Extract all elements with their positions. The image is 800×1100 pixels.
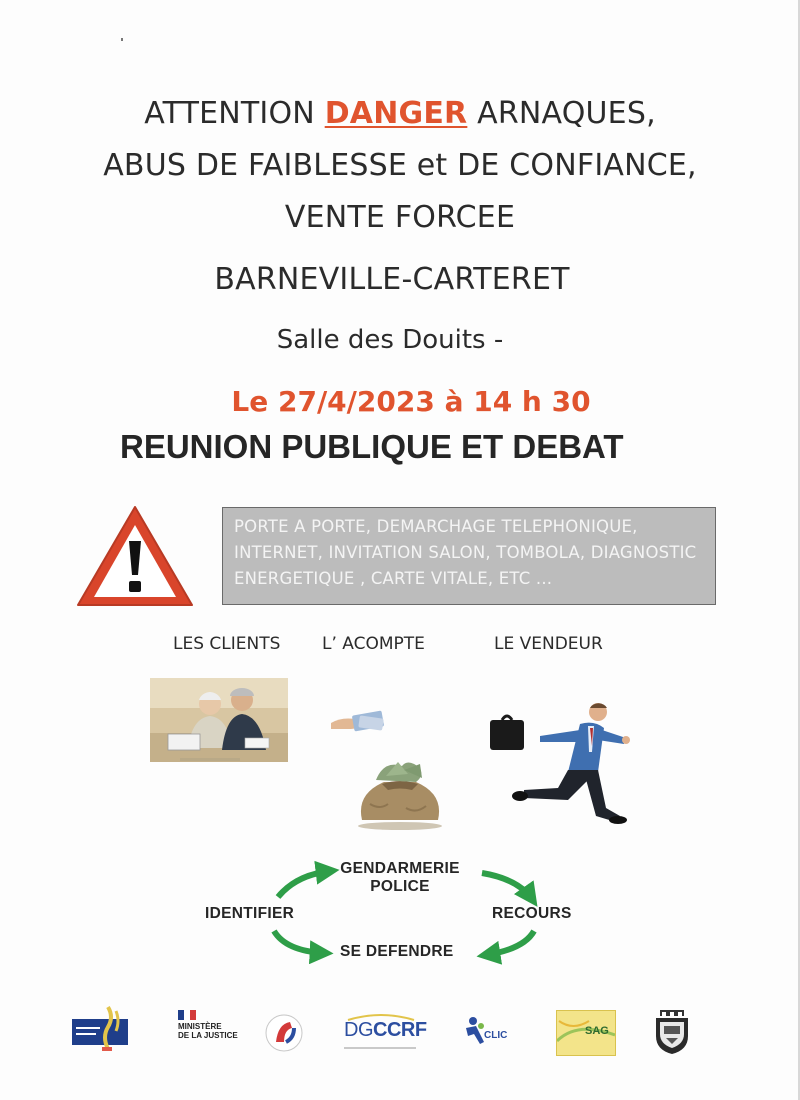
title-attention: ATTENTION <box>144 96 315 131</box>
town-crest-logo <box>652 1010 692 1056</box>
scam-types-line-2: INTERNET, INVITATION SALON, TOMBOLA, DIAGNOSTIC <box>234 543 697 562</box>
cycle-se-defendre: SE DEFENDRE <box>340 943 454 960</box>
clic-logo <box>464 1016 516 1052</box>
justice-line-2: DE LA JUSTICE <box>178 1031 238 1040</box>
money-bag-photo <box>352 758 448 830</box>
republic-flag-icon <box>178 1010 196 1020</box>
title-danger: DANGER <box>324 96 468 131</box>
event-place: Salle des Douits - <box>276 325 504 355</box>
victim-aid-logo <box>264 1012 304 1054</box>
sag-label: SAG <box>585 1025 609 1037</box>
label-acompte: L’ ACOMPTE <box>322 634 425 654</box>
scam-types-line-1: PORTE A PORTE, DEMARCHAGE TELEPHONIQUE, <box>234 517 638 536</box>
cycle-identifier: IDENTIFIER <box>205 905 295 922</box>
acompte-hand-photo <box>329 709 387 737</box>
title-line-3: VENTE FORCEE <box>284 200 516 235</box>
clic-label: CLIC <box>484 1030 508 1041</box>
scam-types-line-3: ENERGETIQUE , CARTE VITALE, ETC ... <box>234 569 553 588</box>
title-line-2: ABUS DE FAIBLESSE et DE CONFIANCE, <box>103 148 697 183</box>
cycle-gendarmerie <box>320 860 480 896</box>
dgccrf-prefix: DG <box>344 1019 373 1041</box>
title-line-1 <box>0 96 800 131</box>
justice-line-1: MINISTÈRE <box>178 1022 222 1031</box>
event-date: Le 27/4/2023 à 14 h 30 <box>231 385 591 418</box>
arrow-bottom-left <box>274 931 324 953</box>
clients-photo <box>150 678 288 762</box>
label-vendeur: LE VENDEUR <box>494 634 603 654</box>
vendor-running-photo <box>488 700 632 830</box>
dgccrf-main: CCRF <box>373 1019 427 1041</box>
meeting-heading: REUNION PUBLIQUE ET DEBAT <box>120 428 624 465</box>
sag-logo <box>556 1010 616 1056</box>
arrow-bottom-right <box>486 931 534 955</box>
cycle-gendarmerie-line-2: POLICE <box>370 878 430 895</box>
label-clients: LES CLIENTS <box>173 634 281 654</box>
cycle-recours: RECOURS <box>492 905 572 922</box>
title-city: BARNEVILLE-CARTERET <box>214 262 570 297</box>
clic-figure-icon <box>464 1016 486 1046</box>
warning-triangle-icon <box>74 503 196 611</box>
cycle-gendarmerie-line-1: GENDARMERIE <box>340 860 460 877</box>
dgccrf-logo <box>342 1013 427 1057</box>
arrow-top-right <box>482 873 532 899</box>
scan-speck <box>121 38 123 41</box>
scam-types-box <box>222 507 716 605</box>
title-arnaques: ARNAQUES, <box>477 96 656 131</box>
gendarmerie-logo <box>72 1005 128 1055</box>
dgccrf-small-print <box>344 1047 416 1049</box>
justice-ministry-logo <box>178 1010 248 1060</box>
